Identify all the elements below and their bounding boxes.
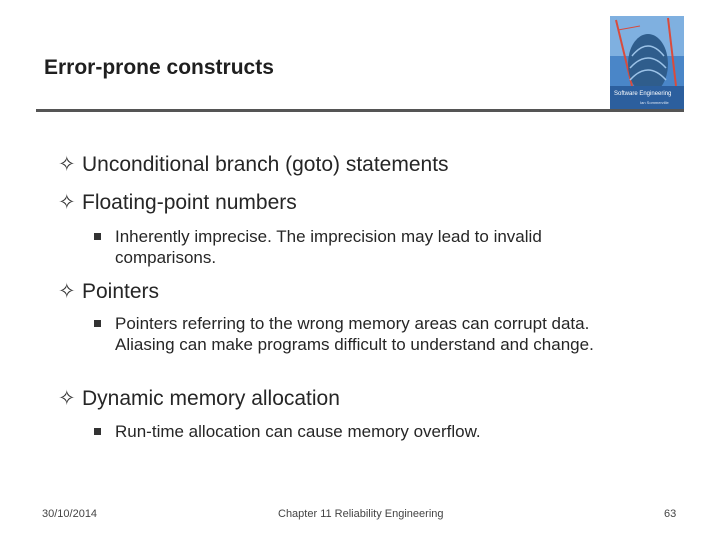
- footer-date: 30/10/2014: [42, 508, 98, 520]
- star-bullet-icon: ✧: [58, 280, 76, 303]
- bullet-item: [58, 152, 449, 177]
- sub-bullet-text: Pointers referring to the wrong memory areas can corrupt data. Aliasing can make programs difficult to understand and change.: [115, 314, 594, 354]
- bullet-text: Dynamic memory allocation: [82, 387, 340, 410]
- cover-title: Software Engineering: [612, 90, 684, 100]
- bullet-text: Pointers: [82, 280, 160, 303]
- sub-bullet-item: [94, 421, 634, 442]
- bullet-text: Floating-point numbers: [82, 191, 297, 214]
- title-rule: [36, 109, 684, 112]
- sub-bullet-text: Inherently imprecise. The imprecision may lead to invalid comparisons.: [115, 227, 542, 267]
- bullet-text: Unconditional branch (goto) statements: [82, 153, 449, 176]
- bullet-item: [58, 386, 340, 411]
- square-bullet-icon: [94, 320, 101, 327]
- square-bullet-icon: [94, 428, 101, 435]
- sub-bullet-item: [94, 226, 634, 268]
- star-bullet-icon: ✧: [58, 387, 76, 410]
- star-bullet-icon: ✧: [58, 191, 76, 214]
- sub-bullet-item: [94, 313, 634, 355]
- star-bullet-icon: ✧: [58, 153, 76, 176]
- footer-chapter: Chapter 11 Reliability Engineering: [278, 508, 444, 520]
- slide-title: Error-prone constructs: [44, 56, 274, 79]
- footer-page-number: 63: [664, 508, 677, 520]
- book-cover-image: [610, 16, 684, 109]
- bullet-item: [58, 190, 297, 215]
- cover-author: Ian Sommerville: [640, 100, 669, 105]
- square-bullet-icon: [94, 233, 101, 240]
- bullet-item: [58, 279, 159, 304]
- sub-bullet-text: Run-time allocation can cause memory overflow.: [115, 422, 481, 441]
